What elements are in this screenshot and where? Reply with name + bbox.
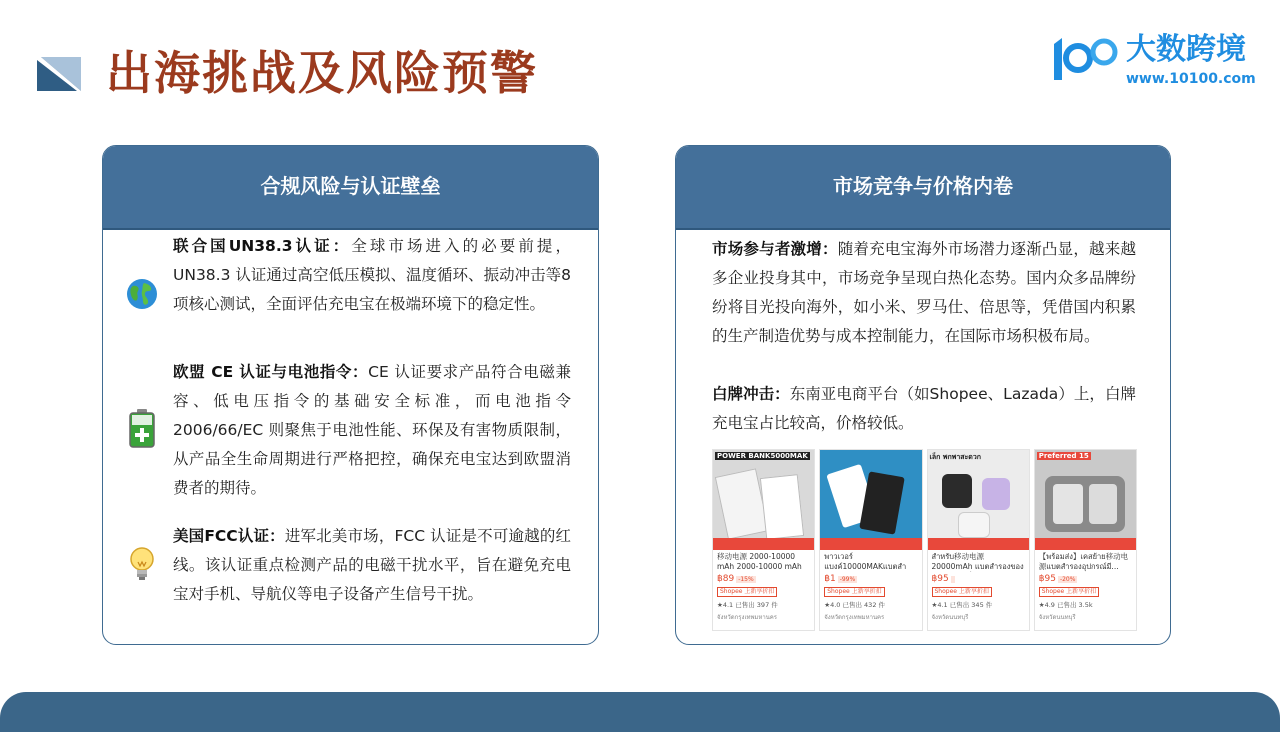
lightbulb-icon: [125, 544, 159, 584]
market-paragraph-whitelabel: [712, 380, 1136, 438]
product-rating: ★4.1 已售出 397 件: [717, 601, 778, 609]
market-competition-card: [675, 145, 1171, 645]
globe-icon: [125, 274, 159, 314]
product-badge: Shopee 上新享折扣: [1039, 587, 1099, 597]
product-price: ฿1: [824, 574, 836, 584]
product-badge: Shopee 上新享折扣: [717, 587, 777, 597]
product-location: จังหวัดกรุงเทพมหานคร: [824, 614, 885, 621]
item-heading: 欧盟 CE 认证与电池指令：: [173, 363, 369, 381]
card-header-compliance: 合规风险与认证壁垒: [103, 146, 598, 230]
product-location: จังหวัดนนทบุรี: [1038, 614, 1076, 621]
product-image: [1035, 450, 1136, 550]
compliance-item-ce: [173, 358, 571, 503]
compliance-risk-card: [102, 145, 599, 645]
product-image: [713, 450, 814, 550]
footer-band: [0, 692, 1280, 732]
product-image: [928, 450, 1029, 550]
item-heading: 联合国UN38.3认证：: [173, 237, 352, 255]
logo-mark-icon: [1046, 34, 1124, 84]
item-text: 进军北美市场，FCC 认证是不可逾越的红线。该认证重点检测产品的电磁干扰水平，旨在避免充电宝对手机、导航仪等电子设备产生信号干扰。: [173, 527, 571, 603]
item-text: CE 认证要求产品符合电磁兼容、低电压指令的基础安全标准，而电池指令 2006/66/EC 则聚焦于电池性能、环保及有害物质限制，从产品全生命周期进行严格把控，确保充电宝达到欧盟消费者的期待。: [173, 363, 572, 497]
product-title: 【พร้อมส่ง】เคสย้าย移动电源แบตสำรองอุปกรณ์มี...: [1038, 552, 1129, 571]
product-rating: ★4.0 已售出 432 件: [824, 601, 886, 609]
title-decoration-icon: [37, 57, 81, 91]
product-rating: ★4.1 已售出 345 件: [931, 601, 993, 609]
product-location: จังหวัดกรุงเทพมหานคร: [717, 614, 778, 621]
product-card: [1034, 449, 1137, 631]
product-discount: [951, 576, 955, 583]
product-price: ฿89: [717, 574, 735, 584]
product-discount: -99%: [839, 576, 856, 583]
product-price: ฿95: [1038, 574, 1056, 584]
product-badge: Shopee 上新享折扣: [932, 587, 992, 597]
product-image-label: เล็ก พกพาสะดวก: [929, 453, 982, 461]
logo-name: 大数跨境: [1126, 32, 1246, 67]
product-image-label: Preferred 15: [1038, 452, 1089, 460]
card-header-market: 市场竞争与价格内卷: [676, 146, 1170, 230]
product-screenshot-strip: [712, 449, 1137, 631]
paragraph-heading: 白牌冲击：: [712, 385, 790, 403]
product-title: สำหรับ移动电源 20000mAh แบตสำรองของ: [931, 552, 1024, 571]
product-badge: Shopee 上新享折扣: [824, 587, 884, 597]
paragraph-text: 东南亚电商平台（如Shopee、Lazada）上，白牌充电宝占比较高，价格较低。: [712, 385, 1136, 432]
product-title: พาวเวอร์แบงค์10000MAKแบตสำ: [824, 552, 907, 571]
page-title: 出海挑战及风险预警: [106, 46, 538, 100]
product-title: 移动电源 2000-10000 mAh 2000-10000 mAh: [717, 552, 802, 571]
product-discount: -20%: [1059, 576, 1076, 583]
logo-url: www.10100.com: [1126, 71, 1256, 87]
product-discount: -15%: [738, 576, 754, 583]
brand-logo: [1046, 30, 1256, 90]
product-rating: ★4.9 已售出 3.5k: [1038, 601, 1093, 609]
item-text: 全球市场进入的必要前提，UN38.3 认证通过高空低压模拟、温度循环、振动冲击等8项核心测试，全面评估充电宝在极端环境下的稳定性。: [173, 237, 571, 313]
product-image-label: POWER BANK5000MAK: [717, 452, 808, 460]
market-paragraph-participants: [712, 235, 1136, 351]
product-location: จังหวัดนนทบุรี: [931, 614, 969, 621]
product-price: ฿95: [931, 574, 949, 584]
battery-icon: [125, 408, 159, 448]
product-card: [927, 449, 1030, 631]
paragraph-heading: 市场参与者激增：: [712, 240, 838, 258]
compliance-item-fcc: [173, 522, 571, 609]
item-heading: 美国FCC认证：: [173, 527, 285, 545]
paragraph-text: 随着充电宝海外市场潜力逐渐凸显，越来越多企业投身其中，市场竞争呈现白热化态势。国内众多品牌纷纷将目光投向海外，如小米、罗马仕、倍思等，凭借国内积累的生产制造优势与成本控制能力，在国际市场积极布局。: [712, 240, 1136, 345]
product-card: [712, 449, 815, 631]
compliance-item-un383: [173, 232, 571, 319]
product-image: [820, 450, 921, 550]
product-card: [819, 449, 922, 631]
